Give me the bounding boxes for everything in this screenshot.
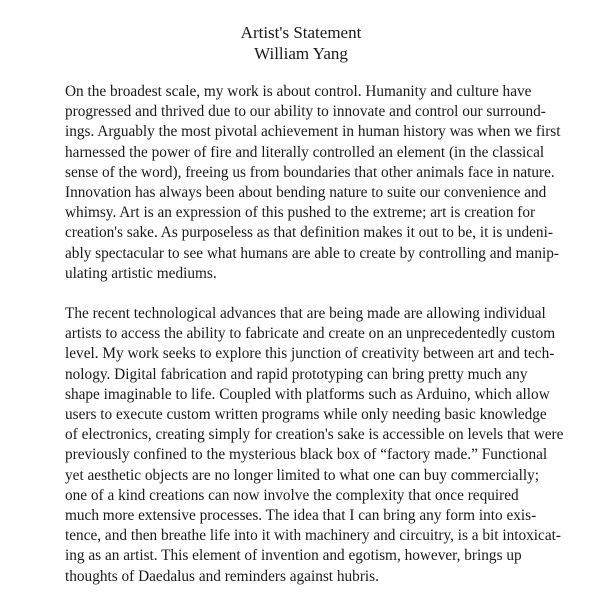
text-line: one of a kind creations can now involve the complexity that once required — [65, 486, 519, 504]
text-line: Innovation has always been about bending nature to suite our convenience and — [65, 184, 547, 202]
text-line: level. My work seeks to explore this junction of creativity between art and tech- — [65, 345, 555, 363]
paragraph-2 — [60, 304, 564, 587]
text-line: creation's sake. As purposeless as that definition makes it out to be, it is undeni- — [65, 224, 553, 242]
text-line: progressed and thrived due to our ability to innovate and control our surround- — [65, 103, 546, 121]
text-line: ings. Arguably the most pivotal achievement in human history was when we first — [65, 123, 561, 141]
text-line: ing as an artist. This element of invention and egotism, however, brings up — [65, 547, 522, 565]
statement-body — [60, 82, 564, 587]
text-line: The recent technological advances that are being made are allowing individual — [65, 305, 546, 323]
document-header — [60, 22, 542, 64]
text-line: of electronics, creating simply for creation's sake is accessible on levels that were — [65, 426, 564, 444]
text-line: thoughts of Daedalus and reminders against hubris. — [65, 567, 379, 585]
document-title: Artist's Statement — [240, 23, 362, 42]
text-line: previously confined to the mysterious black box of “factory made.” Functional — [65, 446, 548, 464]
text-line: On the broadest scale, my work is about control. Humanity and culture have — [65, 83, 532, 100]
text-line: ably spectacular to see what humans are able to create by controlling and manip- — [65, 244, 559, 262]
paragraph-1 — [60, 82, 561, 284]
text-line: ulating artistic mediums. — [65, 264, 217, 282]
text-line: whimsy. Art is an expression of this pushed to the extreme; art is creation for — [65, 204, 536, 222]
text-line: nology. Digital fabrication and rapid prototyping can bring pretty much any — [65, 365, 528, 383]
text-line: harnessed the power of fire and literally controlled an element (in the classical — [65, 143, 545, 161]
author-name: William Yang — [254, 44, 348, 63]
text-line: much more extensive processes. The idea that I can bring any form into exis- — [65, 507, 537, 525]
text-line: yet aesthetic objects are no longer limited to what one can buy commercially; — [65, 466, 540, 484]
text-line: artists to access the ability to fabricate and create on an unprecedentedly custom — [65, 325, 556, 343]
text-line: shape imaginable to life. Coupled with platforms such as Arduino, which allow — [65, 385, 550, 403]
text-line: users to execute custom written programs while only needing basic knowledge — [65, 406, 547, 424]
text-line: sense of the word), freeing us from boundaries that other animals face in nature. — [65, 163, 555, 181]
text-line: tence, and then breathe life into it with machinery and circuitry, is a bit intoxicat- — [65, 527, 561, 545]
